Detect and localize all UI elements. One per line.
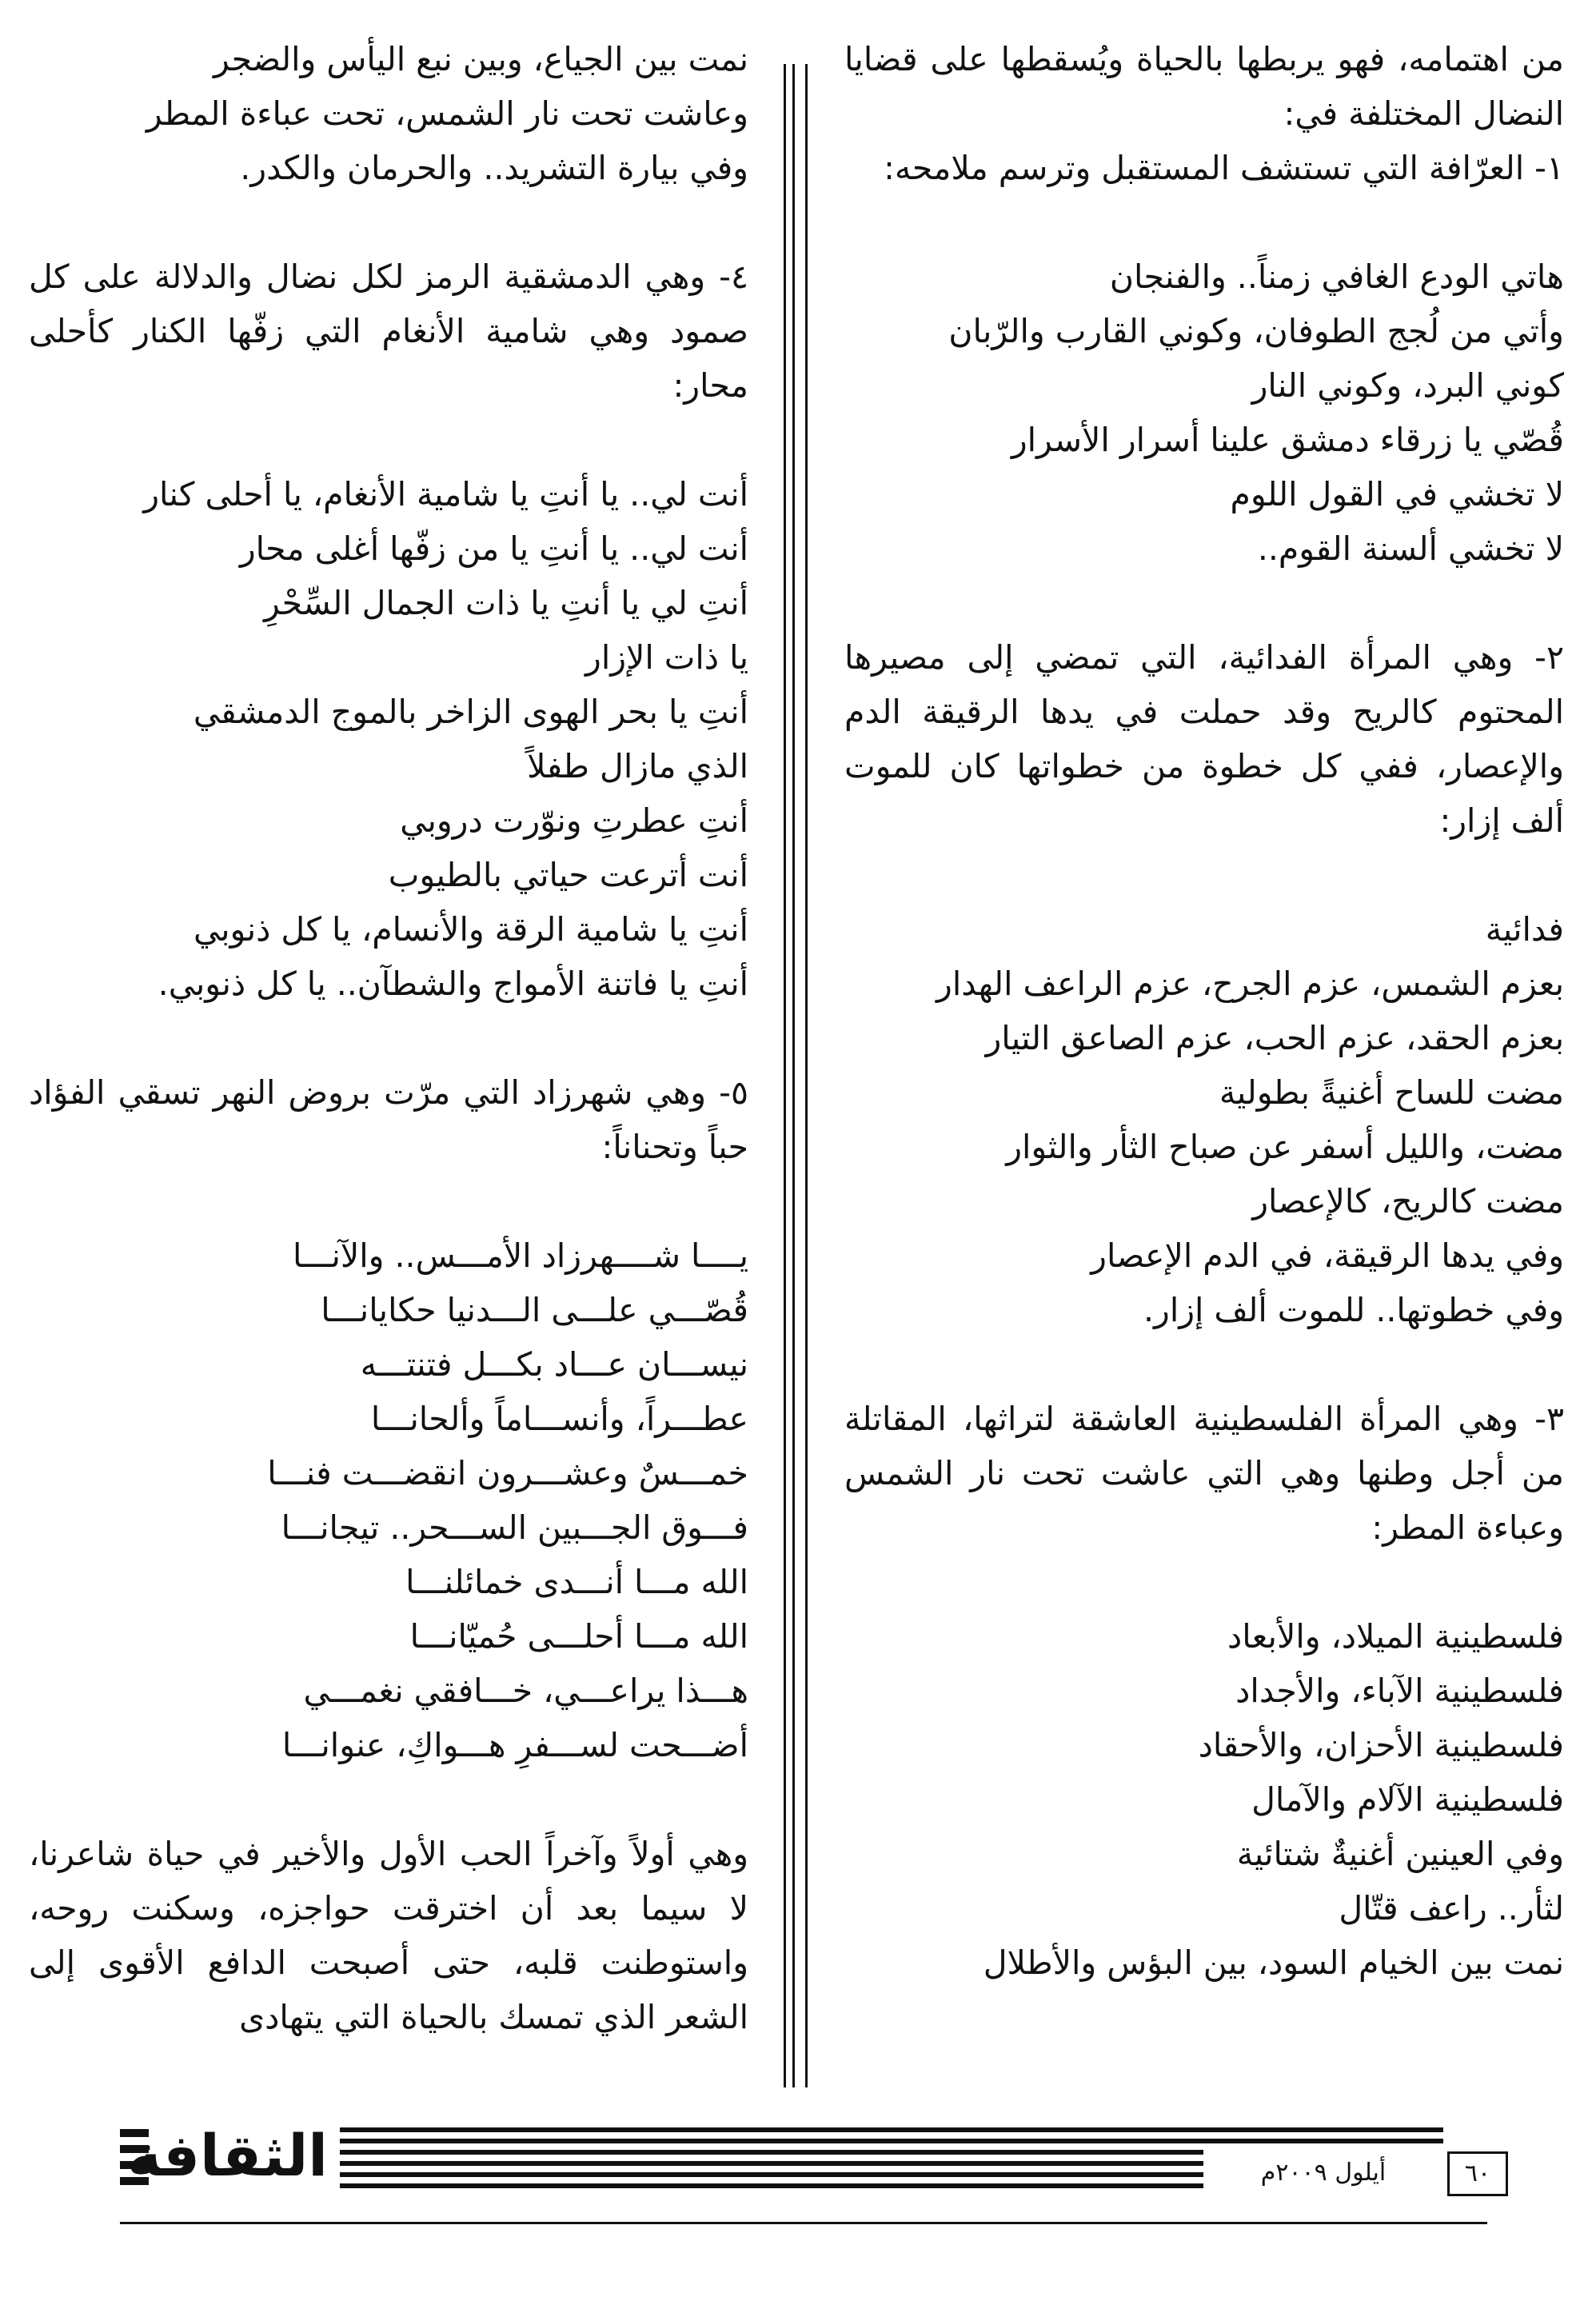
poem-line: وفي يدها الرقيقة، في الدم الإعصار [1091, 1236, 1564, 1275]
poem-line: خمـــسٌ وعشـــرون انقضـــت فنـــا [267, 1454, 748, 1492]
spacer [29, 413, 748, 467]
poem-line: مضت كالريح، كالإعصار [1252, 1182, 1564, 1220]
page-number: ٦٠ [1447, 2151, 1508, 2196]
spacer [29, 1011, 748, 1065]
poem-line: فلسطينية الآلام والآمال [1251, 1780, 1564, 1819]
prose-paragraph: وهي أولاً وآخراً الحب الأول والأخير في حياة شاعرنا، لا سيما بعد أن اخترقت حواجزه، وسكنت روحه، واستوطنت قلبه، حتى أصبحت الدافع الأقوى إلى الشعر الذي تمسك بالحياة التي يتهادى [29, 1835, 748, 2036]
poem-line: أنتِ يا بحر الهوى الزاخر بالموج الدمشقي [193, 693, 748, 731]
poem-line: أنتِ يا شامية الرقة والأنسام، يا كل ذنوبي [193, 910, 748, 949]
poem-line: أنتِ يا فاتنة الأمواج والشطآن.. يا كل ذنوبي. [158, 965, 748, 1003]
poem-line: أضـــحت لســـفرِ هـــواكِ، عنوانـــا [281, 1726, 748, 1764]
magazine-logo: الثقافة [127, 2122, 328, 2189]
poem-line: أنت أترعت حياتي بالطيوب [388, 856, 748, 894]
poem-line: أنتِ لي يا أنتِ يا ذات الجمال السِّحْرِ [264, 584, 748, 622]
poem-line: كوني البرد، وكوني النار [1251, 366, 1564, 405]
poem-line: يــــا شــــهرزاد الأمـــس.. والآنـــا [292, 1236, 748, 1275]
poem-line: فدائية [1485, 910, 1564, 949]
spacer [29, 1772, 748, 1827]
right-column [844, 32, 1564, 1990]
spacer [844, 1337, 1564, 1392]
poem-line: الله مـــا أحلـــى حُميّانـــا [409, 1617, 748, 1656]
left-column [29, 32, 748, 2044]
poem-line: لا تخشي ألسنة القوم.. [1257, 529, 1564, 568]
prose-paragraph: ١- العرّافة التي تستشف المستقبل وترسم ملامحه: [884, 149, 1564, 187]
poem-line: أنتِ عطرتِ ونوّرت دروبي [400, 801, 748, 840]
poem-line: وفي العينين أغنيةٌ شتائية [1236, 1835, 1564, 1873]
poem-line: هـــذا يراعـــي، خـــافقي نغمـــي [303, 1672, 748, 1710]
poem-line: نمت بين الجياع، وبين نبع اليأس والضجر [213, 40, 748, 78]
poem-line: فلسطينية الميلاد، والأبعاد [1227, 1617, 1564, 1656]
poem-line: مضت، والليل أسفر عن صباح الثأر والثوار [1006, 1128, 1564, 1166]
prose-paragraph: ٢- وهي المرأة الفدائية، التي تمضي إلى مصيرها المحتوم كالريح وقد حملت في يدها الرقيقة الدم والإعصار، ففي كل خطوة من خطواتها كان للموت ألف إزار: [844, 638, 1564, 840]
spacer [844, 195, 1564, 250]
poem-line: لثأر.. راعف قتّال [1339, 1889, 1564, 1927]
footer-rule [340, 2139, 1443, 2143]
spacer [29, 1174, 748, 1228]
column-divider [784, 64, 808, 2087]
poem-line: نيســـان عـــاد بكـــل فتنتـــه [360, 1345, 748, 1384]
poem-line: وأتي من لُجج الطوفان، وكوني القارب والرّبان [948, 312, 1564, 350]
spacer [844, 1555, 1564, 1609]
footer-rule [340, 2127, 1443, 2132]
poem-line: الذي مازال طفلاً [527, 747, 748, 785]
poem-line: لا تخشي في القول اللوم [1230, 475, 1564, 513]
page-footer [120, 2119, 1491, 2195]
spacer [844, 848, 1564, 902]
prose-paragraph: من اهتمامه، فهو يربطها بالحياة ويُسقطها على قضايا النضال المختلفة في: [844, 40, 1564, 133]
issue-date: أيلول ٢٠٠٩م [1260, 2159, 1387, 2187]
poem-line: قُصّي يا زرقاء دمشق علينا أسرار الأسرار [1011, 421, 1564, 459]
footer-rule [340, 2161, 1203, 2166]
spacer [29, 195, 748, 250]
poem-line: بعزم الشمس، عزم الجرح، عزم الراعف الهدار [936, 965, 1564, 1003]
footer-rule [340, 2150, 1203, 2155]
footer-baseline [120, 2222, 1487, 2224]
prose-paragraph: ٣- وهي المرأة الفلسطينية العاشقة لتراثها، المقاتلة من أجل وطنها وهي التي عاشت تحت نار الشمس وعباءة المطر: [844, 1400, 1564, 1547]
poem-line: نمت بين الخيام السود، بين البؤس والأطلال [983, 1943, 1564, 1982]
poem-line: وفي خطوتها.. للموت ألف إزار. [1143, 1291, 1564, 1329]
poem-line: عطـــراً، وأنســـاماً وألحانـــا [370, 1400, 748, 1438]
spacer [844, 576, 1564, 630]
poem-line: وفي بيارة التشريد.. والحرمان والكدر. [240, 149, 748, 187]
poem-line: يا ذات الإزار [585, 638, 748, 677]
poem-line: وعاشت تحت نار الشمس، تحت عباءة المطر [146, 94, 748, 133]
poem-line: قُصّـــي علـــى الـــدنيا حكايانـــا [321, 1291, 748, 1329]
poem-line: أنت لي.. يا أنتِ يا من زفّها أغلى محار [239, 529, 748, 568]
footer-rule [340, 2172, 1203, 2177]
poem-line: فلسطينية الأحزان، والأحقاد [1198, 1726, 1564, 1764]
poem-line: مضت للساح أغنيةً بطولية [1219, 1073, 1564, 1112]
poem-line: فلسطينية الآباء، والأجداد [1235, 1672, 1564, 1710]
poem-line: الله مـــا أنـــدى خمائلنـــا [405, 1563, 748, 1601]
poem-line: بعزم الحقد، عزم الحب، عزم الصاعق التيار [985, 1019, 1564, 1057]
footer-rule [340, 2183, 1203, 2188]
prose-paragraph: ٥- وهي شهرزاد التي مرّت بروض النهر تسقي الفؤاد حباً وتحناناً: [29, 1073, 748, 1166]
poem-line: فـــوق الجـــبين الســـحر.. تيجانـــا [281, 1508, 748, 1547]
poem-line: هاتي الودع الغافي زمناً.. والفنجان [1109, 258, 1564, 296]
prose-paragraph: ٤- وهي الدمشقية الرمز لكل نضال والدلالة على كل صمود وهي شامية الأنغام التي زفّها الكنار كأحلى محار: [29, 258, 748, 405]
poem-line: أنت لي.. يا أنتِ يا شامية الأنغام، يا أحلى كنار [143, 475, 748, 513]
